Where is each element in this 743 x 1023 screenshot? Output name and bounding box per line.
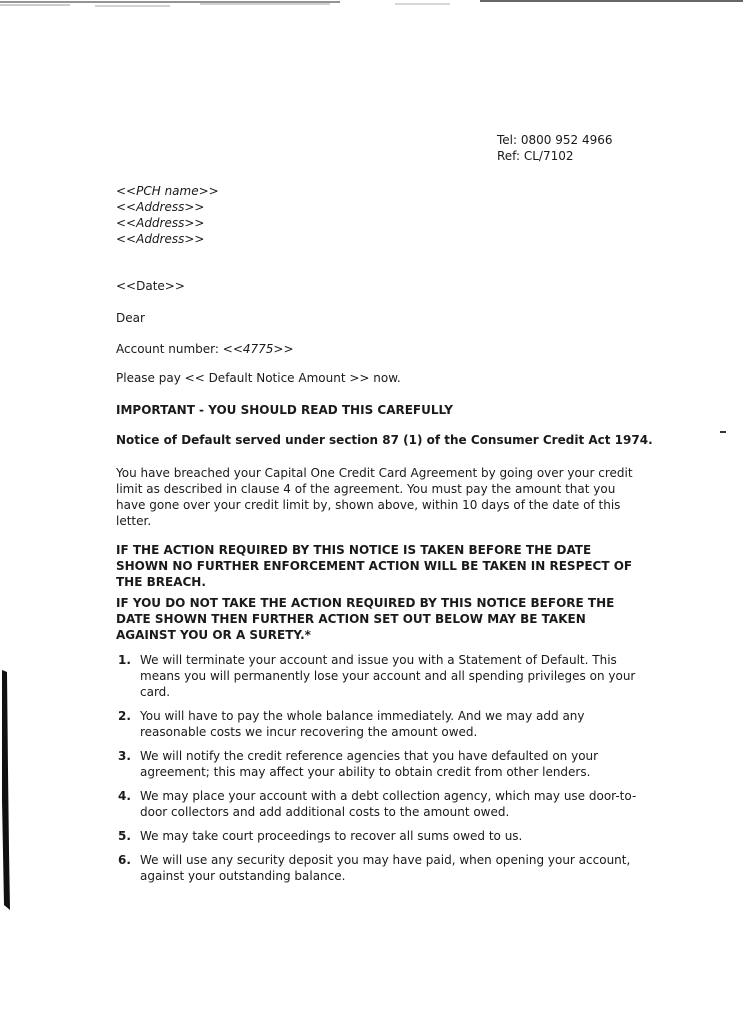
contact-block <box>497 132 612 164</box>
reference: Ref: CL/7102 <box>497 149 574 163</box>
address-line: <<Address>> <box>116 200 205 214</box>
important-heading: IMPORTANT - YOU SHOULD READ THIS CAREFULLY <box>116 403 453 417</box>
list-number: 4. <box>118 789 131 803</box>
scan-edge-top <box>0 0 743 8</box>
account-number-label: Account number: <box>116 342 219 356</box>
address-line: <<Address>> <box>116 232 205 246</box>
list-number: 1. <box>118 653 131 667</box>
address-line: <<Address>> <box>116 216 205 230</box>
list-item <box>118 652 638 700</box>
list-number: 6. <box>118 853 131 867</box>
action-taken-notice: IF THE ACTION REQUIRED BY THIS NOTICE IS TAKEN BEFORE THE DATE SHOWN NO FURTHER ENFORCEMENT ACTION WILL BE TAKEN IN RESPECT OF THE BREACH. <box>116 543 633 589</box>
breach-paragraph: You have breached your Capital One Credit Card Agreement by going over your credit limit as described in clause 4 of the agreement. You must pay the amount that you have gone over your credit limit by, shown above, within 10 days of the date of this letter. <box>116 466 633 528</box>
list-item <box>118 748 638 780</box>
payment-request: Please pay << Default Notice Amount >> now. <box>116 371 401 385</box>
recipient-name: <<PCH name>> <box>116 184 219 198</box>
list-text: We will notify the credit reference agencies that you have defaulted on your agreement; this may affect your ability to obtain credit from other lenders. <box>140 749 599 779</box>
consequences-list <box>118 652 638 892</box>
list-number: 2. <box>118 709 131 723</box>
scan-mark <box>720 431 726 433</box>
list-text: We will use any security deposit you may have paid, when opening your account, against your outstanding balance. <box>140 853 631 883</box>
list-text: We may take court proceedings to recover all sums owed to us. <box>140 829 523 843</box>
list-number: 5. <box>118 829 131 843</box>
telephone: Tel: 0800 952 4966 <box>497 133 613 147</box>
list-text: We will terminate your account and issue you with a Statement of Default. This means you will permanently lose your account and all spending privileges on your card. <box>140 653 636 699</box>
list-text: We may place your account with a debt collection agency, which may use door-to-door collectors and add additional costs to the amount owed. <box>140 789 637 819</box>
list-number: 3. <box>118 749 131 763</box>
action-not-taken-notice: IF YOU DO NOT TAKE THE ACTION REQUIRED BY THIS NOTICE BEFORE THE DATE SHOWN THEN FURTHER ACTION SET OUT BELOW MAY BE TAKEN AGAINST YOU OR A SURETY.* <box>116 596 615 642</box>
letter-date: <<Date>> <box>116 279 185 293</box>
account-number-value: <<4775>> <box>222 342 294 356</box>
list-item <box>118 852 638 884</box>
scan-edge-left <box>0 650 10 920</box>
notice-heading: Notice of Default served under section 87 (1) of the Consumer Credit Act 1974. <box>116 433 653 447</box>
list-item <box>118 828 638 844</box>
list-text: You will have to pay the whole balance immediately. And we may add any reasonable costs we incur recovering the amount owed. <box>140 709 585 739</box>
list-item <box>118 708 638 740</box>
salutation: Dear <box>116 311 145 325</box>
address-block <box>116 183 219 247</box>
list-item <box>118 788 638 820</box>
account-number <box>116 341 294 357</box>
